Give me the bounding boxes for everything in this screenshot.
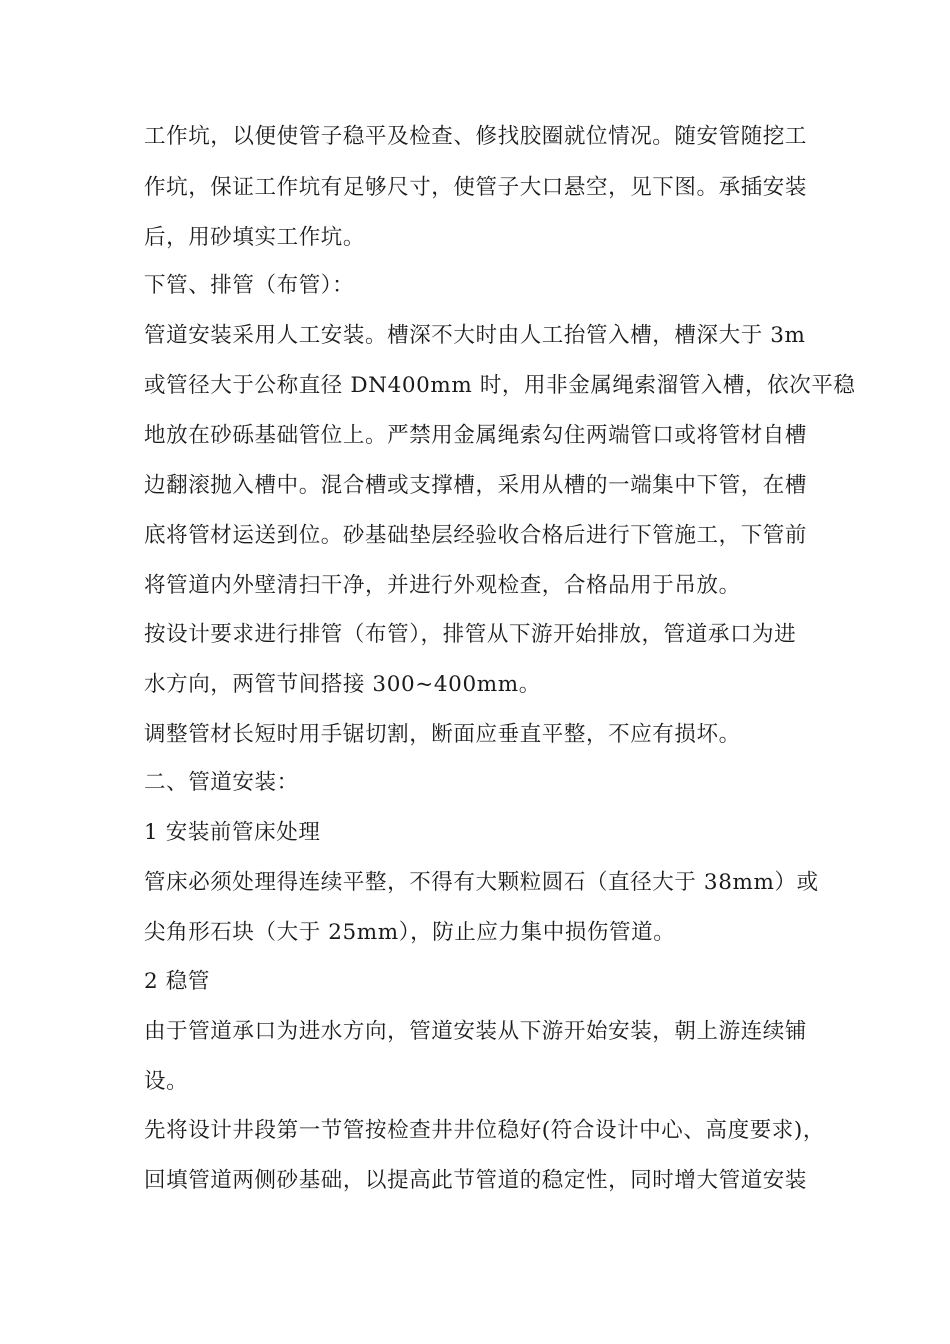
text-line-3: 后，用砂填实工作坑。 (144, 225, 366, 250)
section-heading-pipe-install: 二、管道安装： (144, 770, 299, 795)
text-line-16: 管床必须处理得连续平整，不得有大颗粒圆石（直径大于 38mm）或 (144, 870, 819, 895)
text-line-12: 水方向，两管节间搭接 300~400mm。 (144, 672, 541, 697)
section-heading-layout: 下管、排管（布管）： (144, 273, 355, 298)
subheading-bed-treatment: 1 安装前管床处理 (144, 820, 321, 845)
text-line-7: 地放在砂砾基础管位上。严禁用金属绳索勾住两端管口或将管材自槽 (144, 423, 808, 448)
text-line-10: 将管道内外壁清扫干净，并进行外观检查，合格品用于吊放。 (144, 573, 741, 598)
text-line-9: 底将管材运送到位。砂基础垫层经验收合格后进行下管施工，下管前 (144, 523, 808, 548)
text-line-20: 设。 (144, 1069, 189, 1094)
text-line-6: 或管径大于公称直径 DN400mm 时，用非金属绳索溜管入槽，依次平稳 (144, 373, 856, 398)
text-line-11: 按设计要求进行排管（布管），排管从下游开始排放，管道承口为进 (144, 622, 797, 647)
text-line-5: 管道安装采用人工安装。槽深不大时由人工抬管入槽，槽深大于 3m (144, 323, 806, 348)
text-line-8: 边翻滚抛入槽中。混合槽或支撑槽，采用从槽的一端集中下管，在槽 (144, 473, 808, 498)
text-line-22: 回填管道两侧砂基础，以提高此节管道的稳定性，同时增大管道安装 (144, 1168, 808, 1193)
subheading-stabilize-pipe: 2 稳管 (144, 969, 210, 994)
text-line-13: 调整管材长短时用手锯切割，断面应垂直平整，不应有损坏。 (144, 722, 741, 747)
text-line-21: 先将设计井段第一节管按检查井井位稳好(符合设计中心、高度要求)， (144, 1118, 825, 1143)
text-line-1: 工作坑，以便使管子稳平及检查、修找胶圈就位情况。随安管随挖工 (144, 124, 808, 149)
text-line-17: 尖角形石块（大于 25mm），防止应力集中损伤管道。 (144, 920, 676, 945)
text-line-2: 作坑，保证工作坑有足够尺寸，使管子大口悬空，见下图。承插安装 (144, 175, 808, 200)
text-line-19: 由于管道承口为进水方向，管道安装从下游开始安装，朝上游连续铺 (144, 1019, 808, 1044)
